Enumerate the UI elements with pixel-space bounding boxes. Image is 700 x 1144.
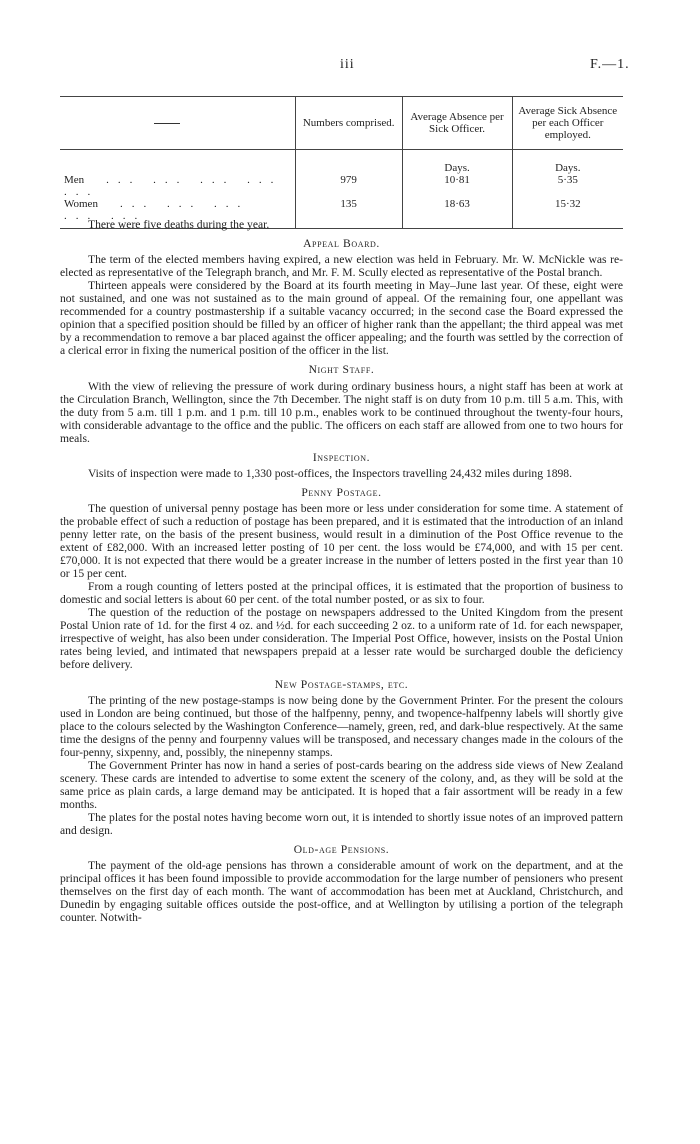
paragraph: With the view of relieving the pressure of work during ordinary business hours, a night staff has been at work at the Circulation Branch, Wellington, since the 7th December. The night staff is on duty from 10 p.m. till 5 a.m. This, with the duty from 5 a.m. till 1 p.m. and 1 p.m. till 10 p.m., enables work to be continued throughout the twenty-four hours, with considerable advantage to the office and the public. The officers on each staff are allowed from one to two hours for meals. [60,379,623,445]
page-number: iii [340,57,355,72]
cell-avg-absence: 18·63 [402,198,512,229]
body-text [60,218,623,924]
units-label: Days. [512,150,623,175]
paragraph: Visits of inspection were made to 1,330 post-offices, the Inspectors travelling 24,432 miles during 1898. [88,466,573,480]
sickness-table [60,96,623,229]
row-label: Women [64,198,98,210]
paragraph: The question of universal penny postage has been more or less under consideration for some time. A statement of the probable effect of such a reduction of postage has been prepared, and it is estimated that the introduction of an inland penny letter rate, on the basis of the present business, would result in a diminution of the Post Office revenue to the extent of £82,000. With an increased letter posting of 10 per cent. the loss would be £74,000, and with 15 per cent. £70,000. It is not expected that there would be a greater increase in the number of letters posted in the first year than 10 or 15 per cent. [60,501,623,581]
cell-numbers: 135 [295,198,402,229]
table-header-row [60,97,623,150]
leader-dots: ... ... ... ... ... [64,198,250,222]
table-units-row [60,150,623,175]
units-label: Days. [402,150,512,175]
cell-numbers: 979 [295,174,402,198]
leader-dots: ... ... ... ... ... [64,174,283,198]
table-header-avg-absence: Average Absence per Sick Officer. [402,97,512,150]
table-header-blank [60,97,295,150]
section-heading-old-age-pensions: Old-age Pensions. [293,843,390,857]
paragraph: From a rough counting of letters posted at the principal offices, it is estimated that the proportion of business to domestic and social letters is about 60 per cent. of the total number posted, or as six to four. [60,580,623,607]
table-header-avg-sick: Average Sick Absence per each Officer employed. [512,97,623,150]
paragraph: The payment of the old-age pensions has thrown a considerable amount of work on the department, and at the principal offices it has been found impossible to provide accommodation for the large number of pensioners who present themselves on the first day of each month. The want of accommodation has been met at Auckland, Christchurch, and Dunedin by engaging suitable offices outside the post-office, and at Wellington by utilising a portion of the telegraph counter. Notwith- [60,859,623,925]
paragraph: The Government Printer has now in hand a series of post-cards bearing on the address side views of New Zealand scenery. These cards are intended to advertise to some extent the scenery of the colony, and, as they will be sold at the same price as plain cards, a large demand may be anticipated. It is hoped that a fair assortment will be ready in a few months. [60,758,623,811]
cell-avg-sick: 15·32 [512,198,623,229]
section-heading-new-stamps: New Postage-stamps, etc. [274,677,409,691]
deaths-note: There were five deaths during the year. [88,218,270,231]
cell-avg-absence: 10·81 [402,174,512,198]
table-header-numbers: Numbers comprised. [295,97,402,150]
cell-avg-sick: 5·35 [512,174,623,198]
paragraph: The plates for the postal notes having become worn out, it is intended to shortly issue notes of an improved pattern and design. [60,810,623,838]
paragraph: The term of the elected members having expired, a new election was held in February. Mr. W. McNickle was re-elected as representative of the Telegraph branch, and Mr. F. M. Scully elected as representative of the Postal branch. [60,253,623,280]
paragraph: The printing of the new postage-stamps is now being done by the Government Printer. For the present the colours used in London are being continued, but those of the halfpenny, penny, and twopence-halfpenny labels will shortly give place to the colours selected by the Washington Conference—namely, green, red, and dark-blue respectively. At the same time the designs of the penny and fourpenny values will be transposed, and necessary changes made in the colours of the four-penny, sixpenny, and, possibly, the ninepenny stamps. [60,693,623,759]
table-row [60,174,623,198]
paragraph: Thirteen appeals were considered by the Board at its fourth meeting in May–June last year. Of these, eight were not sustained, and one was not sustained as to the main ground of appeal. Of the remaining four, one appellant was recommended for a country postmastership if a suitable vacancy occurred; in the second case the Board expressed the opinion that a specified position should be filled by an officer of higher rank than the appellant; the third appeal was met by a recommendation to remove a bar placed against the officer appealing; and the fourth was settled by the correction of a clerical error in fixing the numerical position of the officer in the list. [60,279,623,358]
paragraph: The question of the reduction of the postage on newspapers addressed to the United Kingdom from the present Postal Union rate of 1d. for the first 4 oz. and ½d. for each succeeding 2 oz. to a uniform rate of 1d. for each newspaper, irrespective of weight, has also been under consideration. The Imperial Post Office, however, insists on the Postal Union rates being levied, and intimated that newspapers prepaid at a lesser rate would be surcharged double the deficiency before delivery. [60,606,623,672]
section-heading-night-staff: Night Staff. [308,363,375,377]
header-dash [154,123,180,124]
section-heading-appeal-board: Appeal Board. [303,237,380,251]
section-heading-penny-postage: Penny Postage. [301,485,382,499]
row-label: Men [64,174,85,186]
section-heading-inspection: Inspection. [312,450,371,464]
document-reference: F.—1. [590,57,630,72]
